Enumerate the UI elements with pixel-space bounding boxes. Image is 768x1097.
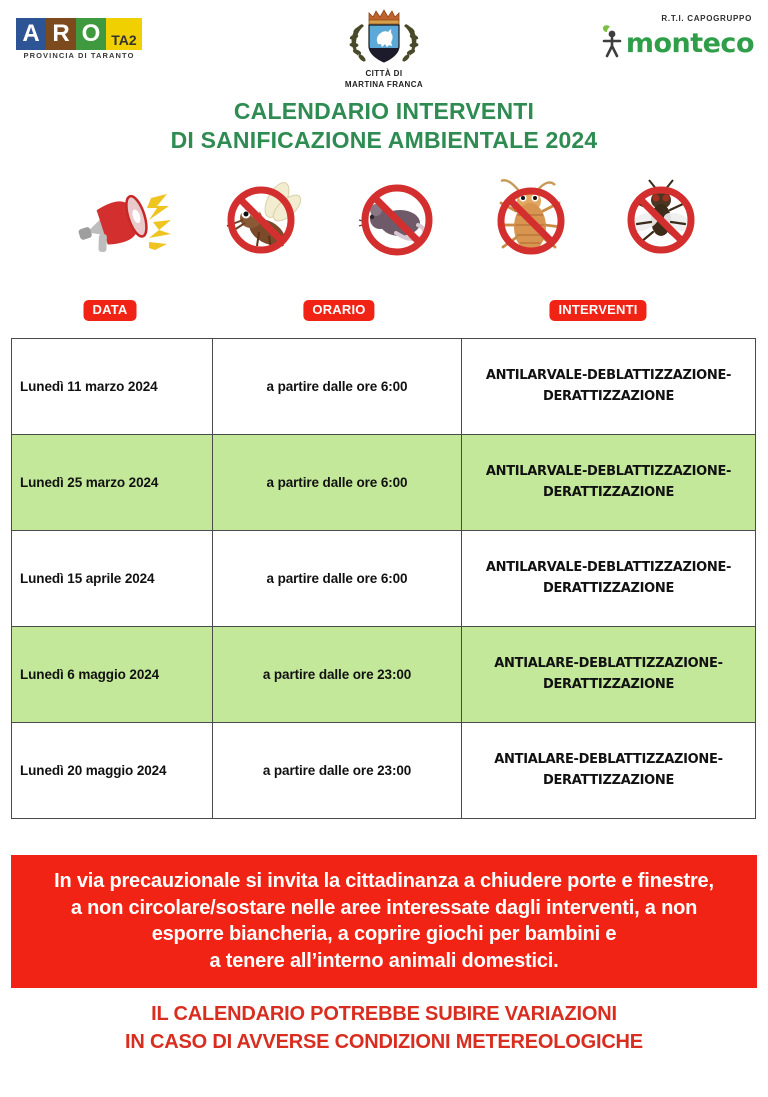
no-mosquito-icon [206,172,316,268]
intervention-line2: DERATTIZZAZIONE [542,676,675,692]
cell-intervention [462,723,756,819]
badge-data: DATA [84,300,137,321]
no-fly-icon [606,172,716,268]
pest-icon-row [0,172,768,268]
monteco-person-icon [599,24,625,63]
coat-of-arms-crest-icon [324,6,444,68]
badge-orario: ORARIO [303,300,374,321]
cell-date: Lunedì 20 maggio 2024 [12,723,213,819]
no-cockroach-icon [476,172,586,268]
table-row [12,723,756,819]
page-title [0,97,768,156]
cell-intervention [462,627,756,723]
warning-line4: a tenere all’interno animali domestici. [209,949,559,972]
cell-date: Lunedì 6 maggio 2024 [12,627,213,723]
aro-logo-subtitle: PROVINCIA DI TARANTO [23,51,135,60]
aro-logo-blocks [16,18,142,50]
footer-note-line2: IN CASO DI AVVERSE CONDIZIONI METEREOLOGICHE [125,1031,643,1054]
aro-logo [16,18,142,60]
warning-line3: esporre biancheria, a coprire giochi per bambini e [151,923,617,946]
intervention-line2: DERATTIZZAZIONE [542,580,675,596]
monteco-logo [614,14,754,63]
table-row [12,531,756,627]
page-title-line2: DI SANIFICAZIONE AMBIENTALE 2024 [170,127,598,154]
intervention-line2: DERATTIZZAZIONE [542,388,675,404]
cell-date: Lunedì 15 aprile 2024 [12,531,213,627]
column-badges [0,300,768,326]
intervention-line2: DERATTIZZAZIONE [542,484,675,500]
intervention-line1: ANTIALARE-DEBLATTIZZAZIONE- [494,656,723,672]
cell-date: Lunedì 11 marzo 2024 [12,339,213,435]
cell-time: a partire dalle ore 23:00 [213,723,462,819]
monteco-capogruppo-label: R.T.I. CAPOGRUPPO [661,14,752,23]
schedule-table [11,338,756,819]
no-rat-icon [342,172,452,268]
cell-intervention [462,435,756,531]
footer-note-line1: IL CALENDARIO POTREBBE SUBIRE VARIAZIONI [151,1003,617,1025]
cell-date: Lunedì 25 marzo 2024 [12,435,213,531]
aro-suffix-ta2: TA2 [106,18,142,50]
intervention-line1: ANTILARVALE-DEBLATTIZZAZIONE- [485,368,732,384]
intervention-line1: ANTILARVALE-DEBLATTIZZAZIONE- [485,464,732,480]
monteco-name-row [614,24,754,63]
megaphone-icon [70,172,180,268]
aro-letter-a: A [16,18,46,50]
aro-letter-r: R [46,18,76,50]
cell-time: a partire dalle ore 23:00 [213,627,462,723]
warning-line2: a non circolare/sostare nelle aree interessate dagli interventi, a non [70,896,698,919]
intervention-line1: ANTIALARE-DEBLATTIZZAZIONE- [494,752,723,768]
cell-intervention [462,531,756,627]
cell-intervention [462,339,756,435]
footer-note [0,1000,768,1057]
intervention-line1: ANTILARVALE-DEBLATTIZZAZIONE- [485,560,732,576]
city-caption-line2: MARTINA FRANCA [344,79,424,89]
table-row [12,435,756,531]
page-title-line1: CALENDARIO INTERVENTI [233,98,535,124]
cell-time: a partire dalle ore 6:00 [213,435,462,531]
monteco-wordmark: monteco [625,28,754,59]
cell-time: a partire dalle ore 6:00 [213,531,462,627]
city-caption-line1: CITTÀ DI [365,69,403,78]
city-logo [324,6,444,91]
table-row [12,339,756,435]
badge-interventi: INTERVENTI [549,300,646,321]
logo-bar [0,0,768,92]
warning-line1: In via precauzionale si invita la cittadinanza a chiudere porte e finestre, [54,870,714,892]
precaution-warning-box [11,855,757,988]
intervention-line2: DERATTIZZAZIONE [542,772,675,788]
city-logo-caption [324,69,444,91]
table-row [12,627,756,723]
cell-time: a partire dalle ore 6:00 [213,339,462,435]
aro-letter-o: O [76,18,106,50]
